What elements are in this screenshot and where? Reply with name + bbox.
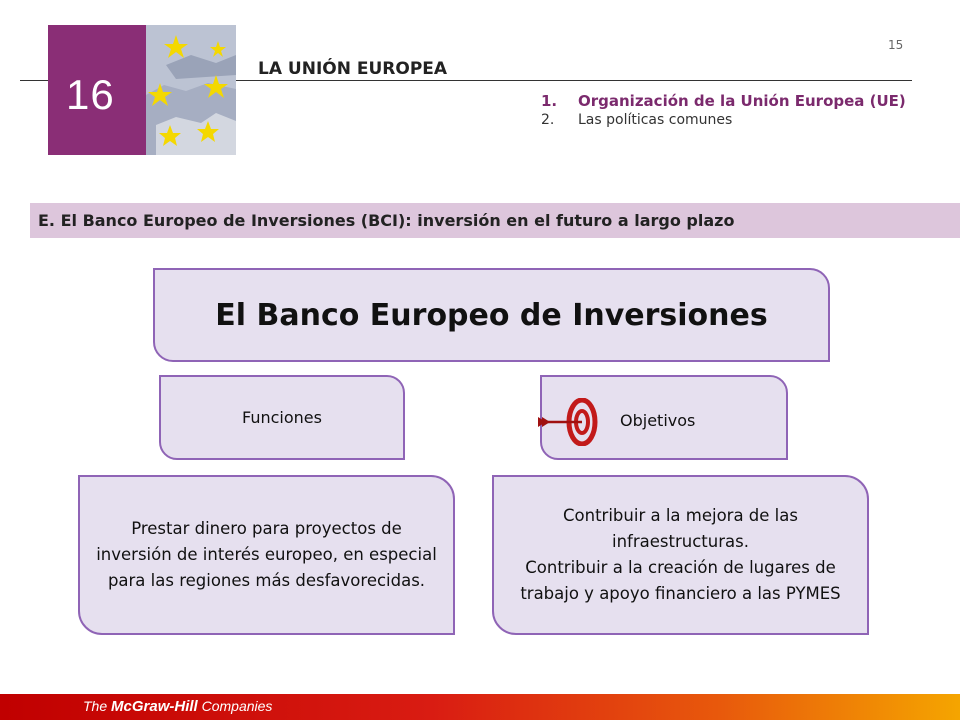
table-of-contents <box>541 92 906 132</box>
publisher-logo <box>83 698 272 715</box>
objetivos-label: Objetivos <box>620 411 696 430</box>
funciones-description-box <box>78 475 455 635</box>
toc-item-number: 1. <box>541 92 558 110</box>
brand-suffix: Companies <box>197 698 273 714</box>
toc-item-number: 2. <box>541 112 555 128</box>
target-arrow-icon <box>534 398 600 446</box>
main-concept-label: El Banco Europeo de Inversiones <box>215 297 768 333</box>
funciones-description: Prestar dinero para proyectos de inversión de interés europeo, en especial para las regiones más desfavorecidas. <box>96 519 437 590</box>
section-title: E. El Banco Europeo de Inversiones (BCI): inversión en el futuro a largo plazo <box>38 211 735 230</box>
objetivos-description-box <box>492 475 869 635</box>
toc-item-organizacion[interactable] <box>541 92 906 112</box>
page-number: 15 <box>888 38 904 52</box>
footer-bar <box>0 694 960 720</box>
eu-map-image <box>146 25 236 155</box>
toc-item-label: Organización de la Unión Europea (UE) <box>578 92 906 110</box>
main-concept-box <box>153 268 830 362</box>
unit-title: LA UNIÓN EUROPEA <box>258 59 448 79</box>
section-heading-bar <box>30 203 960 238</box>
brand-prefix: The <box>83 698 112 714</box>
funciones-label: Funciones <box>242 408 322 427</box>
toc-item-politicas[interactable] <box>541 112 906 132</box>
chapter-badge <box>48 25 146 155</box>
objetivos-description: Contribuir a la mejora de las infraestructuras. Contribuir a la creación de lugares de trabajo y apoyo financiero a las PYMES <box>520 506 841 603</box>
toc-item-label: Las políticas comunes <box>578 112 733 128</box>
brand-name: McGraw-Hill <box>111 698 198 715</box>
chapter-number: 16 <box>66 71 115 118</box>
funciones-box <box>159 375 405 460</box>
